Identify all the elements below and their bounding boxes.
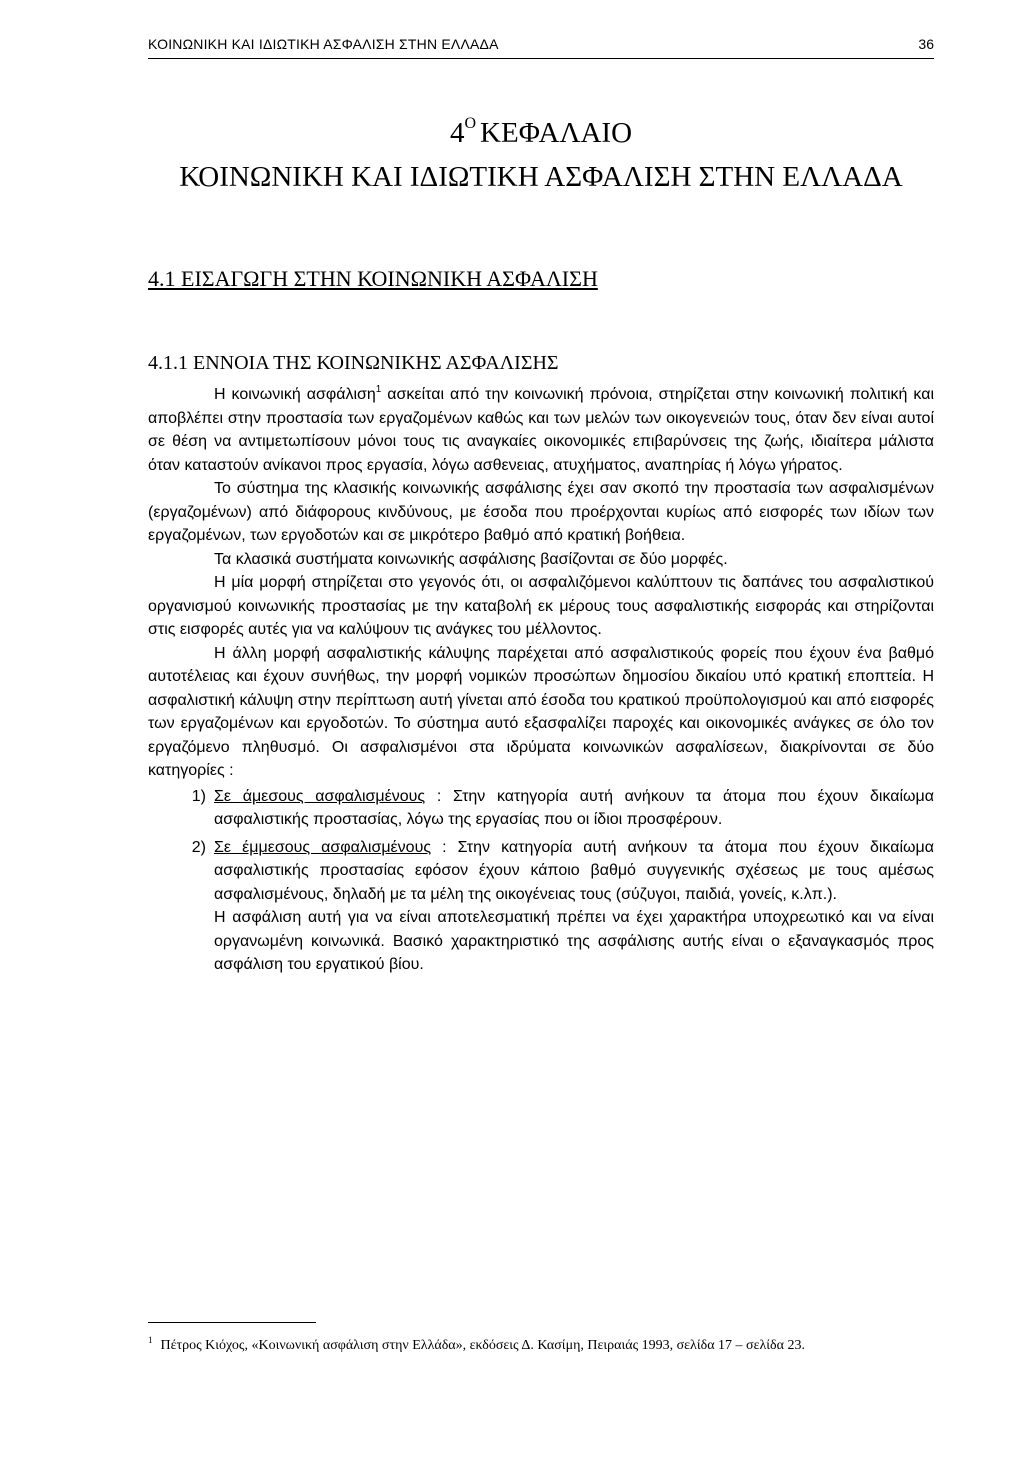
footnote-reference: 1 xyxy=(375,384,382,395)
page-number: 36 xyxy=(918,36,934,52)
list-term: Σε έμμεσους ασφαλισμένους xyxy=(214,838,432,856)
subsection-heading: 4.1.1 ΕΝΝΟΙΑ ΤΗΣ ΚΟΙΝΩΝΙΚΗΣ ΑΣΦΑΛΙΣΗΣ xyxy=(148,352,559,374)
list-content xyxy=(214,836,934,907)
list-text: : Στην κατηγορία αυτή ανήκουν τα άτομα που έχουν δικαίωμα ασφαλιστικής προστασίας εφόσον έχουν κάποιο βαθμό συγγενικής σχέσεως με τους αμέσως ασφαλισμένους, δηλαδή με τα μέλη της οικογένειας τους (σύζυγοι, παιδιά, γονείς, κ.λπ.). xyxy=(214,838,934,903)
list-content xyxy=(214,785,934,832)
footnote-text: Πέτρος Κιόχος, «Κοινωνική ασφάλιση στην Ελλάδα», εκδόσεις Δ. Κασίμη, Πειραιάς 1993, σελίδα 17 – σελίδα 23. xyxy=(160,1338,805,1353)
paragraph-4: Η μία μορφή στηρίζεται στο γεγονός ότι, οι ασφαλιζόμενοι καλύπτουν τις δαπάνες του ασφαλιστικού οργανισμού κοινωνικής προστασίας με την καταβολή εκ μέρους τους ασφαλιστικής εισφοράς και στηρίζονται στις εισφορές αυτές για να καλύψουν τις ανάγκες του μέλλοντος. xyxy=(148,574,934,638)
chapter-label-line xyxy=(148,102,934,155)
paragraph-2: Το σύστημα της κλασικής κοινωνικής ασφάλισης έχει σαν σκοπό την προστασία των ασφαλισμένων (εργαζομένων) από διάφορους κινδύνους, με έσοδα που προέρχονται κυρίως από εισφορές των ιδίων των εργαζομένων, των εργοδοτών και σε μικρότερο βαθμό από κρατική βοήθεια. xyxy=(148,480,934,544)
footnote xyxy=(148,1330,934,1356)
list-item xyxy=(148,785,934,832)
section-heading: 4.1 ΕΙΣΑΓΩΓΗ ΣΤΗΝ ΚΟΙΝΩΝΙΚΗ ΑΣΦΑΛΙΣΗ xyxy=(148,266,598,291)
list-text: : Στην κατηγορία αυτή ανήκουν τα άτομα που έχουν δικαίωμα ασφαλιστικής προστασίας, λόγω της εργασίας που οι ίδιοι προσφέρουν. xyxy=(214,787,935,828)
chapter-heading xyxy=(148,102,934,199)
chapter-title: ΚΟΙΝΩΝΙΚΗ ΚΑΙ ΙΔΙΩΤΙΚΗ ΑΣΦΑΛΙΣΗ ΣΤΗΝ ΕΛΛΑΔΑ xyxy=(179,161,903,193)
body-text xyxy=(148,378,934,977)
running-header xyxy=(148,36,934,59)
list-item xyxy=(148,836,934,907)
paragraph-5: Η άλλη μορφή ασφαλιστικής κάλυψης παρέχεται από ασφαλιστικούς φορείς που έχουν ένα βαθμό αυτοτέλειας και έχουν συνήθως, την μορφή νομικών προσώπων δημοσίου δικαίου υπό κρατική εποπτεία. Η ασφαλιστική κάλυψη στην περίπτωση αυτή γίνεται από έσοδα του κρατικού προϋπολογισμού και από εισφορές των εργαζομένων και εργοδοτών. Το σύστημα αυτό εξασφαλίζει παροχές και οικονομικές ανάγκες σε όλο τον εργαζόμενο πληθυσμό. Οι ασφαλισμένοι στα ιδρύματα κοινωνικών ασφαλίσεων, διακρίνονται σε δύο κατηγορίες : xyxy=(148,644,934,779)
footnote-divider xyxy=(148,1322,316,1323)
paragraph-1 xyxy=(148,378,934,477)
list-marker: 2) xyxy=(191,838,206,856)
footnote-marker: 1 xyxy=(148,1335,153,1345)
paragraph-1-rest: ασκείται από την κοινωνική πρόνοια, στηρίζεται στην κοινωνική πολιτική και αποβλέπει στην προστασία των εργαζομένων καθώς και των μελών των οικογενειών τους, όταν δεν είναι αυτοί σε θέση να αντιμετωπίσουν μόνοι τους τις αναγκαίες οικονομικές επιβαρύνσεις της ζωής, ιδιαίτερα μάλιστα όταν καταστούν ανίκανοι προς εργασία, λόγω ασθενειας, ατυχήματος, αναπηρίας ή λόγω γήρατος. xyxy=(148,386,935,474)
chapter-number: 4 xyxy=(449,117,465,149)
list-marker: 1) xyxy=(191,787,206,805)
chapter-number-superscript: Ο xyxy=(464,115,477,132)
running-title: ΚΟΙΝΩΝΙΚΗ ΚΑΙ ΙΔΙΩΤΙΚΗ ΑΣΦΑΛΙΣΗ ΣΤΗΝ ΕΛΛΑΔΑ xyxy=(148,36,499,52)
paragraph-3: Τα κλασικά συστήματα κοινωνικής ασφάλισης βασίζονται σε δύο μορφές. xyxy=(214,550,728,568)
list-term: Σε άμεσους ασφαλισμένους xyxy=(214,787,426,805)
paragraph-1-start: Η κοινωνική ασφάλιση xyxy=(214,386,376,403)
chapter-label: ΚΕΦΑΛΑΙΟ xyxy=(480,117,633,149)
paragraph-6: Η ασφάλιση αυτή για να είναι αποτελεσματική πρέπει να έχει χαρακτήρα υποχρεωτικό και να είναι οργανωμένη κοινωνικά. Βασικό χαρακτηριστικό της ασφάλισης αυτής είναι ο εξαναγκασμός προς ασφάλιση του εργατικού βίου. xyxy=(214,909,934,973)
